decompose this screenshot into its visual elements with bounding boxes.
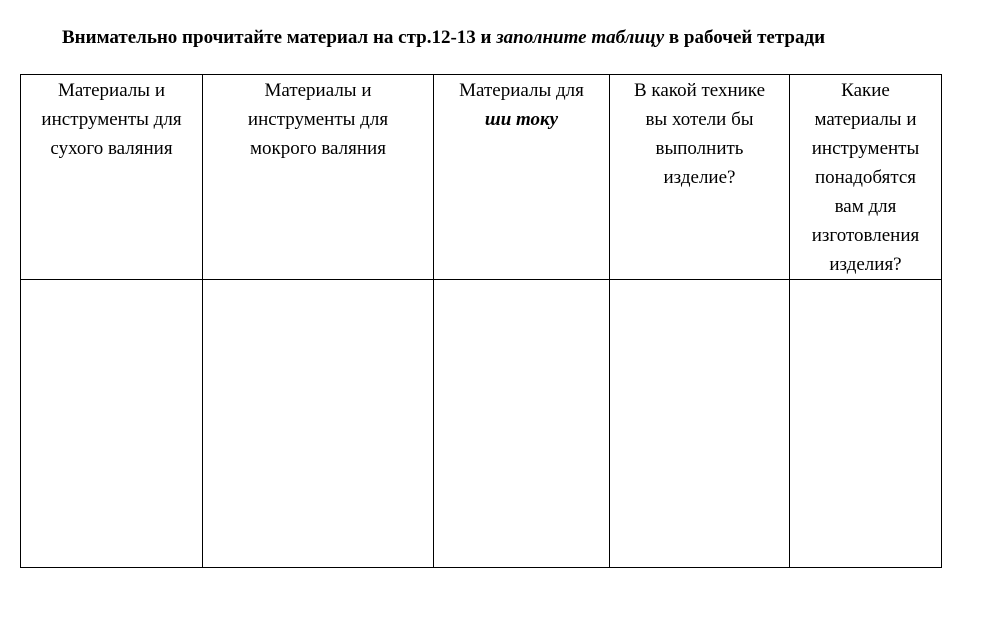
header-line: мокрого валяния <box>250 138 386 159</box>
header-line: В какой технике <box>634 80 765 101</box>
header-line: Материалы для <box>459 80 584 101</box>
header-line: изделие? <box>663 167 736 188</box>
answer-cell-technique[interactable] <box>610 280 790 568</box>
answer-cell-needed-materials[interactable] <box>790 280 942 568</box>
header-line: инструменты для <box>247 109 389 130</box>
header-line: изделия? <box>829 254 902 275</box>
header-line: понадобятся <box>814 167 917 188</box>
instruction-text-end: в рабочей тетради <box>664 27 826 48</box>
worksheet-table <box>20 74 942 568</box>
header-needed-materials-question <box>790 75 942 280</box>
table-header-row <box>21 75 942 280</box>
header-line: Материалы и <box>57 80 165 101</box>
header-wet-felting-materials <box>203 75 434 280</box>
header-line: изготовления <box>811 225 920 246</box>
header-technique-question <box>610 75 790 280</box>
header-line: инструменты <box>811 138 920 159</box>
table-answer-row <box>21 280 942 568</box>
header-dry-felting-materials <box>21 75 203 280</box>
instruction-emphasis: заполните таблицу <box>496 27 665 48</box>
header-materials-for <box>434 75 610 280</box>
header-line: инструменты для <box>41 109 182 130</box>
answer-cell-dry-felting[interactable] <box>21 280 203 568</box>
header-line: выполнить <box>655 138 744 159</box>
header-line: Материалы и <box>264 80 372 101</box>
answer-cell-wet-felting[interactable] <box>203 280 434 568</box>
header-line: материалы и <box>814 109 917 130</box>
answer-cell-materials-for[interactable] <box>434 280 610 568</box>
header-line: вы хотели бы <box>645 109 754 130</box>
header-line: Какие <box>841 80 890 101</box>
header-line: сухого валяния <box>50 138 173 159</box>
worksheet-instruction <box>62 26 825 50</box>
header-line: вам для <box>834 196 897 217</box>
instruction-text-start: Внимательно прочитайте материал на стр.12-13 и <box>62 27 497 48</box>
header-emphasis: ши току <box>484 109 559 130</box>
